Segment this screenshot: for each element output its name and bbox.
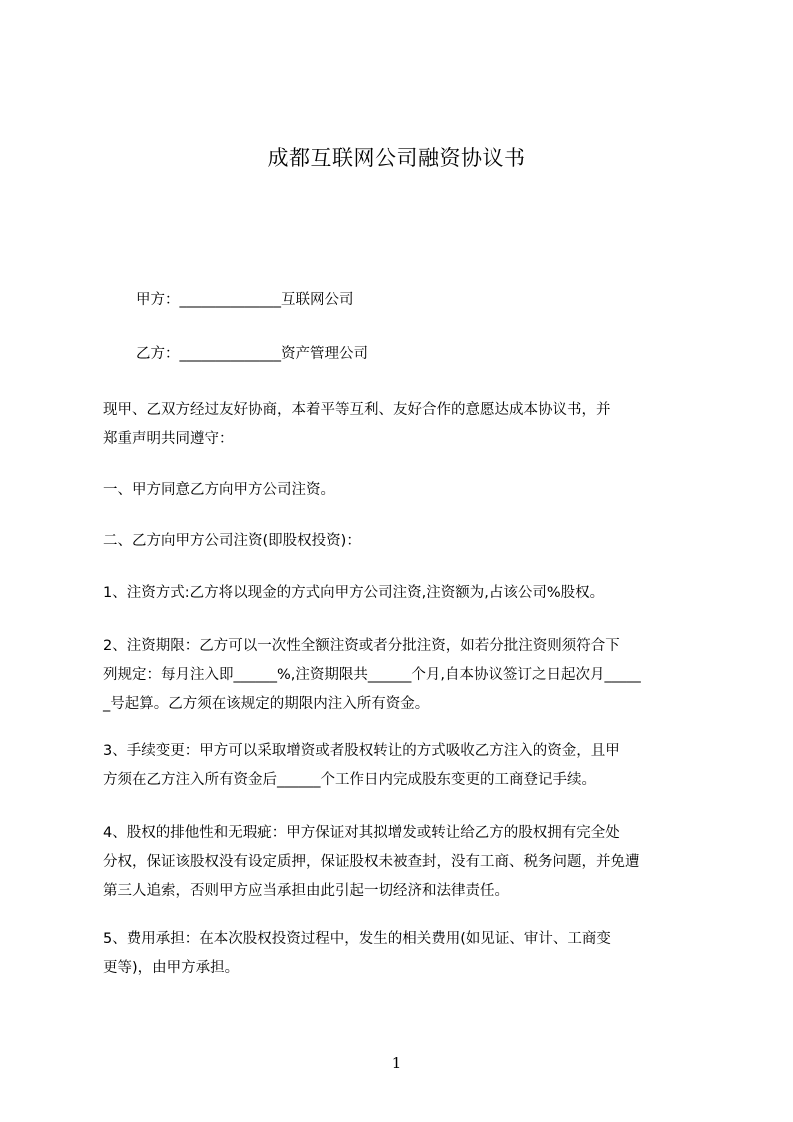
item-5-fees	[103, 925, 703, 983]
item-3-line: 3、手续变更：甲方可以采取增资或者股权转让的方式吸收乙方注入的资金，且甲	[103, 743, 620, 759]
clause-2: 二、乙方向甲方公司注资(即股权投资)：	[103, 533, 361, 549]
item-3-line: 方须在乙方注入所有资金后______个工作日内完成股东变更的工商登记手续。	[103, 772, 596, 788]
item-5-line: 更等)，由甲方承担。	[103, 960, 240, 976]
party-b-line: 乙方：______________资产管理公司	[136, 346, 368, 362]
item-4-line: 第三人追索，否则甲方应当承担由此引起一切经济和法律责任。	[103, 883, 509, 899]
item-5-line: 5、费用承担：在本次股权投资过程中，发生的相关费用(如见证、审计、工商变	[103, 931, 611, 947]
item-2-line: 列规定：每月注入即______%,注资期限共______个月,自本协议签订之日起次月_____	[103, 667, 641, 683]
item-2-line: 2、注资期限：乙方可以一次性全额注资或者分批注资，如若分批注资则须符合下	[103, 638, 620, 654]
intro-paragraph	[103, 396, 703, 454]
clause-1: 一、甲方同意乙方向甲方公司注资。	[103, 482, 335, 498]
page-number: 1	[391, 1054, 402, 1072]
item-4-equity-warranty	[103, 819, 703, 906]
document-title: 成都互联网公司融资协议书	[267, 146, 526, 170]
item-4-line: 4、股权的排他性和无瑕疵：甲方保证对其拟增发或转让给乙方的股权拥有完全处	[103, 825, 620, 841]
item-2-line: _号起算。乙方须在该规定的期限内注入所有资金。	[103, 696, 430, 712]
party-a-line: 甲方：______________互联网公司	[136, 292, 354, 308]
item-3-procedure-change	[103, 737, 703, 795]
item-1-payment-method: 1、注资方式:乙方将以现金的方式向甲方公司注资,注资额为,占该公司%股权。	[103, 585, 605, 601]
intro-line: 郑重声明共同遵守：	[103, 431, 234, 447]
item-2-payment-period	[103, 632, 703, 719]
intro-line: 现甲、乙双方经过友好协商，本着平等互利、友好合作的意愿达成本协议书，并	[103, 402, 611, 418]
item-4-line: 分权，保证该股权没有设定质押，保证股权未被查封，没有工商、税务问题，并免遭	[103, 854, 640, 870]
